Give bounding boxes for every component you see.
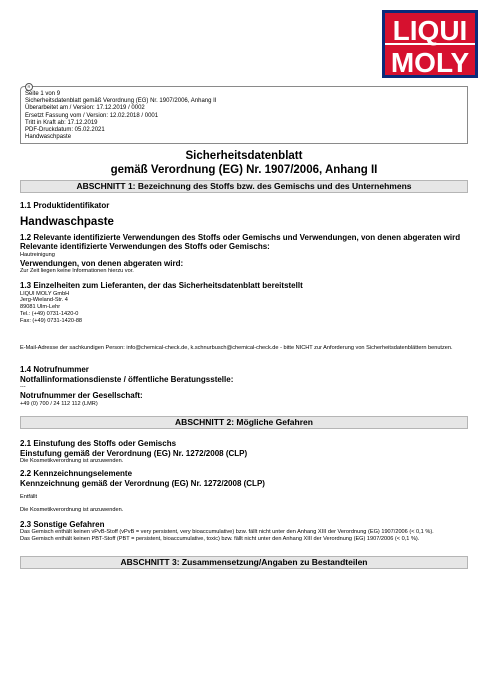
revision-line: Überarbeitet am / Version: 17.12.2019 / 0002 xyxy=(25,105,145,112)
section-1-1-heading: 1.1 Produktidentifikator xyxy=(20,201,110,211)
emergency-phone: +49 (0) 700 / 24 112 112 (LMR) xyxy=(20,400,98,407)
section-2-2-text-2: Die Kosmetikverordnung ist anzuwenden. xyxy=(20,506,124,513)
section-2-2-sub: Kennzeichnung gemäß der Verordnung (EG) Nr. 1272/2008 (CLP) xyxy=(20,478,265,488)
supplier-street: Jerg-Wieland-Str. 4 xyxy=(20,297,68,304)
section-2-3-heading: 2.3 Sonstige Gefahren xyxy=(20,519,105,529)
title-line-1: Sicherheitsdatenblatt xyxy=(185,150,303,163)
contact-email-note: E-Mail-Adresse der sachkundigen Person: info@chemical-check.de, k.schnurbusch@chemical-check.de - bitte NICHT zur Anforderung von Sicherheitsdatenblättern benutzen. xyxy=(20,344,453,351)
supplier-phone: Tel.: (+49) 0731-1420-0 xyxy=(20,310,79,317)
registered-mark: R xyxy=(25,83,33,91)
section-1-2-sub-2: Verwendungen, von denen abgeraten wird: xyxy=(20,258,184,268)
section-1-header: ABSCHNITT 1: Bezeichnung des Stoffs bzw. des Gemischs und des Unternehmens xyxy=(20,180,468,193)
logo-line-2: MOLY xyxy=(390,47,470,78)
section-1-2-text-2: Zur Zeit liegen keine Informationen hierzu vor. xyxy=(20,268,134,275)
effective-date: Tritt in Kraft ab: 17.12.2019 xyxy=(25,119,98,126)
section-2-1-text: Die Kosmetikverordnung ist anzuwenden. xyxy=(20,458,124,465)
print-date: PDF-Druckdatum: 05.02.2021 xyxy=(25,127,105,134)
document-title xyxy=(20,149,468,177)
supplier-name: LIQUI MOLY GmbH xyxy=(20,290,70,297)
product-name: Handwaschpaste xyxy=(20,215,114,228)
section-1-4-text-1: --- xyxy=(20,384,26,391)
section-2-3-text-1: Das Gemisch enthält keinen vPvB-Stoff (vPvB = very persistent, very bioaccumulative) bzw. fällt nicht unter den Anhang XIII der Verordnung (EG) 1907/2006 (< 0,1 %). xyxy=(20,529,434,536)
supplier-city: 89081 Ulm-Lehr xyxy=(20,304,61,311)
section-2-header: ABSCHNITT 2: Mögliche Gefahren xyxy=(20,416,468,429)
page-number: Seite 1 von 9 xyxy=(25,91,61,97)
document-page xyxy=(20,86,468,690)
liqui-moly-logo xyxy=(382,10,478,78)
section-2-1-heading: 2.1 Einstufung des Stoffs oder Gemischs xyxy=(20,439,177,449)
replaces-line: Ersetzt Fassung vom / Version: 12.02.2018 / 0001 xyxy=(25,112,159,119)
section-1-4-sub-1: Notfallinformationsdienste / öffentliche Beratungsstelle: xyxy=(20,374,234,384)
section-1-2-text-1: Hautreinigung xyxy=(20,251,55,258)
logo-line-1: LIQUI xyxy=(392,15,468,46)
section-1-4-sub-2: Notrufnummer der Gesellschaft: xyxy=(20,391,143,401)
section-1-2-heading: 1.2 Relevante identifizierte Verwendungen des Stoffs oder Gemischs und Verwendungen, von denen abgeraten wird xyxy=(20,232,461,242)
supplier-address xyxy=(20,291,468,325)
regulation-line: Sicherheitsdatenblatt gemäß Verordnung (EG) Nr. 1907/2006, Anhang II xyxy=(25,98,217,105)
product-short-name: Handwaschpaste xyxy=(25,134,72,141)
title-line-2: gemäß Verordnung (EG) Nr. 1907/2006, Anhang II xyxy=(110,164,378,177)
section-2-3-text-2: Das Gemisch enthält keinen PBT-Stoff (PBT = persistent, bioaccumulative, toxic) bzw. fällt nicht unter den Anhang XIII der Verordnung (EG) 1907/2006 (< 0,1 %). xyxy=(20,536,420,543)
section-2-1-sub: Einstufung gemäß der Verordnung (EG) Nr. 1272/2008 (CLP) xyxy=(20,448,248,458)
document-meta-box xyxy=(20,86,468,144)
section-1-3-heading: 1.3 Einzelheiten zum Lieferanten, der das Sicherheitsdatenblatt bereitstellt xyxy=(20,281,303,291)
section-3-header: ABSCHNITT 3: Zusammensetzung/Angaben zu Bestandteilen xyxy=(20,556,468,569)
section-1-4-heading: 1.4 Notrufnummer xyxy=(20,365,89,375)
section-1-2-sub-1: Relevante identifizierte Verwendungen des Stoffs oder Gemischs: xyxy=(20,242,270,252)
supplier-fax: Fax: (+49) 0731-1420-88 xyxy=(20,317,83,324)
section-2-2-text-1: Entfällt xyxy=(20,494,38,501)
section-2-2-heading: 2.2 Kennzeichnungselemente xyxy=(20,469,133,479)
